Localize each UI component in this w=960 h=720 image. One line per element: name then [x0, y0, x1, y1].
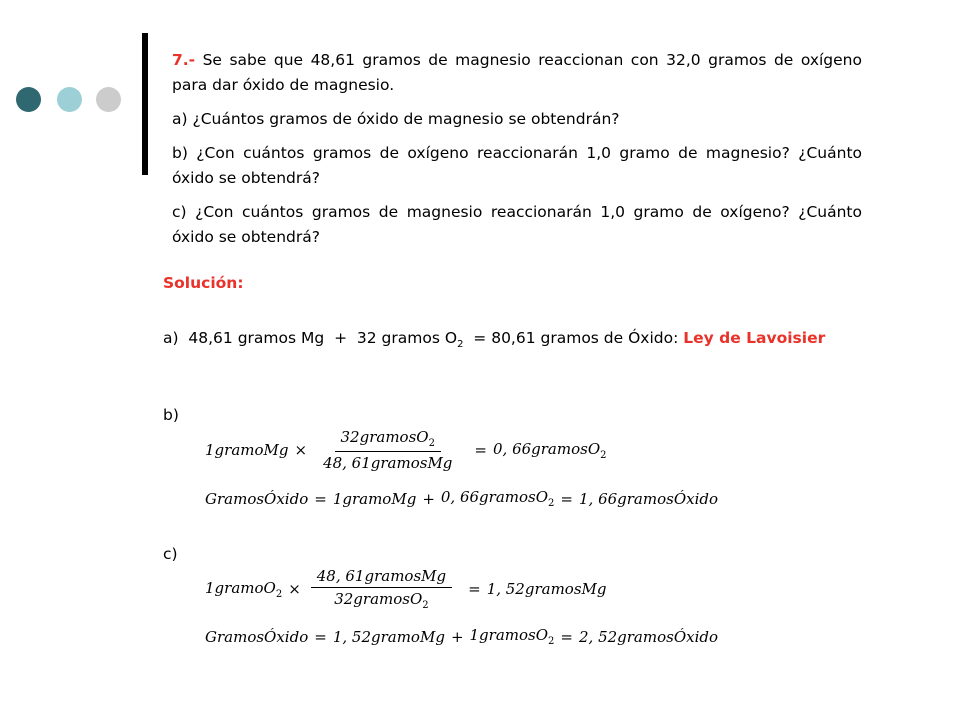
eq-c1-denominator: 32gramosO$_2$: [334, 590, 429, 611]
decor-vertical-bar: [142, 33, 148, 175]
question-a: a) ¿Cuántos gramos de óxido de magnesio se obtendrán?: [172, 110, 620, 128]
eq-b1-fraction: [317, 428, 458, 472]
equation-c1: [205, 567, 606, 611]
decor-dot-gray: [96, 87, 121, 112]
times-sign: ×: [288, 580, 301, 598]
eq-c2-left: GramosÓxido: [205, 627, 309, 646]
solution-a-prefix: a): [163, 329, 179, 347]
solution-title: Solución:: [163, 274, 244, 292]
eq-b1-numerator: 32gramosO$_2$: [335, 428, 441, 452]
solution-a-text2: = 80,61 gramos de Óxido:: [463, 329, 679, 347]
solution-a-text: 48,61 gramos Mg + 32 gramos O: [188, 329, 458, 347]
equals-sign: =: [468, 580, 481, 598]
question-c: c) ¿Con cuántos gramos de magnesio reaccionarán 1,0 gramo de oxígeno? ¿Cuánto óxido se obtendrá?: [172, 203, 862, 246]
eq-b1-left: 1gramoMg: [205, 441, 289, 459]
plus-sign: +: [422, 489, 435, 508]
problem-intro: [172, 48, 862, 98]
equation-c2: [205, 626, 718, 647]
eq-c2-term2: 1gramosO$_2$: [469, 626, 555, 647]
equals-sign: =: [314, 627, 327, 646]
decor-dot-teal: [57, 87, 82, 112]
eq-c2-term1: 1, 52gramoMg: [332, 627, 445, 646]
eq-b2-left: GramosÓxido: [205, 489, 309, 508]
equals-sign: =: [474, 441, 487, 459]
solution-a-sub: 2: [457, 339, 464, 351]
eq-c1-numerator: 48, 61gramosMg: [311, 567, 452, 588]
times-sign: ×: [294, 441, 308, 459]
eq-b2-result: 1, 66gramosÓxido: [578, 489, 719, 508]
eq-c1-result: 1, 52gramosMg: [486, 580, 607, 598]
solution-a: [163, 327, 858, 356]
eq-c2-result: 2, 52gramosÓxido: [578, 627, 719, 646]
problem-intro-text: Se sabe que 48,61 gramos de magnesio reaccionan con 32,0 gramos de oxígeno para dar óxido de magnesio.: [172, 51, 862, 94]
solution-block: [163, 272, 858, 356]
problem-statement: [172, 48, 862, 259]
question-b: b) ¿Con cuántos gramos de oxígeno reaccionarán 1,0 gramo de magnesio? ¿Cuánto óxido se obtendrá?: [172, 144, 862, 187]
eq-c1-fraction: [311, 567, 452, 611]
label-c: c): [163, 545, 178, 563]
eq-b2-term2: 0, 66gramosO$_2$: [440, 488, 555, 509]
law-name: Ley de Lavoisier: [683, 329, 826, 347]
plus-sign: +: [450, 627, 464, 646]
eq-b2-term1: 1gramoMg: [332, 489, 417, 508]
label-b: b): [163, 406, 179, 424]
eq-b1-result: 0, 66gramosO$_2$: [492, 439, 607, 461]
equals-sign: =: [314, 489, 327, 508]
problem-number: 7.-: [172, 51, 196, 69]
equals-sign: =: [560, 489, 573, 508]
eq-b1-denominator: 48, 61gramosMg: [323, 454, 453, 472]
equation-b1: [205, 428, 607, 472]
equation-b2: [205, 488, 718, 509]
eq-c1-left: 1gramoO$_2$: [205, 578, 283, 600]
equals-sign: =: [560, 627, 573, 646]
decor-dot-dark: [16, 87, 41, 112]
